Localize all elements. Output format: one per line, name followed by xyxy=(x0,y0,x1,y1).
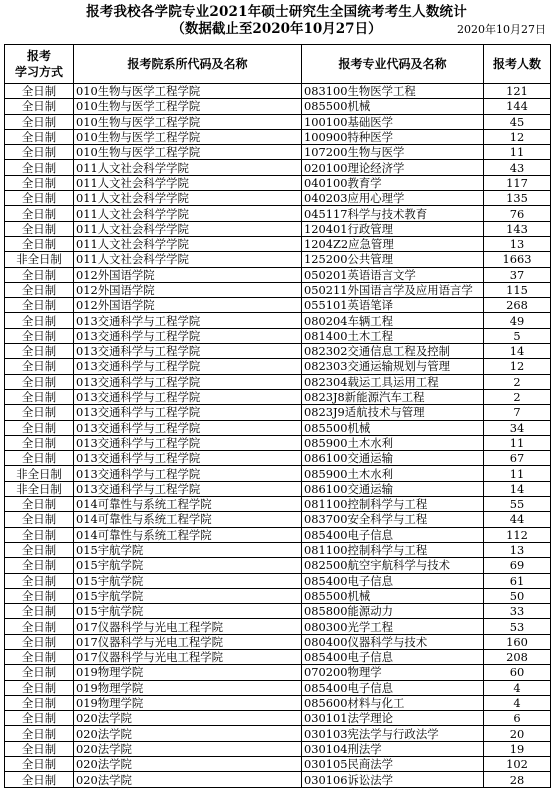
count-cell: 50 xyxy=(484,588,551,603)
table-row xyxy=(5,114,551,129)
college-cell: 017仪器科学与光电工程学院 xyxy=(74,634,302,649)
count-cell: 160 xyxy=(484,634,551,649)
college-cell: 010生物与医学工程学院 xyxy=(74,114,302,129)
table-row xyxy=(5,191,551,206)
table-row xyxy=(5,527,551,542)
college-cell: 014可靠性与系统工程学院 xyxy=(74,512,302,527)
table-row xyxy=(5,206,551,221)
major-cell: 040203应用心理学 xyxy=(302,191,484,206)
study-mode-cell: 全日制 xyxy=(5,267,74,282)
study-mode-cell: 全日制 xyxy=(5,604,74,619)
table-row xyxy=(5,695,551,710)
header-study-mode xyxy=(5,45,74,84)
count-cell: 13 xyxy=(484,542,551,557)
count-cell: 19 xyxy=(484,741,551,756)
study-mode-cell: 全日制 xyxy=(5,420,74,435)
table-row xyxy=(5,374,551,389)
table-row xyxy=(5,313,551,328)
major-cell: 085500机械 xyxy=(302,99,484,114)
college-cell: 011人文社会科学学院 xyxy=(74,252,302,267)
table-row xyxy=(5,726,551,741)
college-cell: 017仪器科学与光电工程学院 xyxy=(74,649,302,664)
major-cell: 085800能源动力 xyxy=(302,604,484,619)
table-row xyxy=(5,481,551,496)
college-cell: 013交通科学与工程学院 xyxy=(74,359,302,374)
major-cell: 030106诉讼法学 xyxy=(302,772,484,787)
study-mode-cell: 非全日制 xyxy=(5,481,74,496)
major-cell: 030101法学理论 xyxy=(302,711,484,726)
college-cell: 020法学院 xyxy=(74,757,302,772)
table-row xyxy=(5,84,551,99)
count-cell: 76 xyxy=(484,206,551,221)
table-row xyxy=(5,588,551,603)
study-mode-cell: 全日制 xyxy=(5,175,74,190)
college-cell: 012外国语学院 xyxy=(74,267,302,282)
table-row xyxy=(5,604,551,619)
college-cell: 013交通科学与工程学院 xyxy=(74,344,302,359)
major-cell: 085900土木水利 xyxy=(302,435,484,450)
table-row xyxy=(5,680,551,695)
college-cell: 015宇航学院 xyxy=(74,604,302,619)
major-cell: 030103宪法学与行政法学 xyxy=(302,726,484,741)
major-cell: 080204车辆工程 xyxy=(302,313,484,328)
study-mode-cell: 全日制 xyxy=(5,741,74,756)
count-cell: 115 xyxy=(484,282,551,297)
count-cell: 102 xyxy=(484,757,551,772)
count-cell: 43 xyxy=(484,160,551,175)
count-cell: 4 xyxy=(484,695,551,710)
major-cell: 081100控制科学与工程 xyxy=(302,497,484,512)
table-header-row xyxy=(5,45,551,84)
count-cell: 121 xyxy=(484,84,551,99)
count-cell: 44 xyxy=(484,512,551,527)
study-mode-cell: 全日制 xyxy=(5,573,74,588)
major-cell: 085400电子信息 xyxy=(302,527,484,542)
count-cell: 12 xyxy=(484,129,551,144)
count-cell: 135 xyxy=(484,191,551,206)
major-cell: 020100理论经济学 xyxy=(302,160,484,175)
count-cell: 20 xyxy=(484,726,551,741)
count-cell: 37 xyxy=(484,267,551,282)
study-mode-cell: 全日制 xyxy=(5,145,74,160)
study-mode-cell: 全日制 xyxy=(5,191,74,206)
study-mode-cell: 全日制 xyxy=(5,313,74,328)
table-row xyxy=(5,99,551,114)
study-mode-cell: 全日制 xyxy=(5,84,74,99)
college-cell: 014可靠性与系统工程学院 xyxy=(74,497,302,512)
college-cell: 010生物与医学工程学院 xyxy=(74,129,302,144)
table-row xyxy=(5,741,551,756)
count-cell: 2 xyxy=(484,374,551,389)
study-mode-cell: 全日制 xyxy=(5,374,74,389)
study-mode-cell: 全日制 xyxy=(5,114,74,129)
college-cell: 014可靠性与系统工程学院 xyxy=(74,527,302,542)
major-cell: 082500航空宇航科学与技术 xyxy=(302,558,484,573)
college-cell: 011人文社会科学学院 xyxy=(74,175,302,190)
major-cell: 085400电子信息 xyxy=(302,680,484,695)
table-row xyxy=(5,405,551,420)
college-cell: 020法学院 xyxy=(74,711,302,726)
table-row xyxy=(5,649,551,664)
study-mode-cell: 全日制 xyxy=(5,206,74,221)
table-row xyxy=(5,573,551,588)
major-cell: 120401行政管理 xyxy=(302,221,484,236)
major-cell: 082304载运工具运用工程 xyxy=(302,374,484,389)
count-cell: 11 xyxy=(484,466,551,481)
study-mode-cell: 全日制 xyxy=(5,542,74,557)
study-mode-cell: 全日制 xyxy=(5,527,74,542)
major-cell: 080300光学工程 xyxy=(302,619,484,634)
major-cell: 085400电子信息 xyxy=(302,649,484,664)
table-row xyxy=(5,466,551,481)
major-cell: 083100生物医学工程 xyxy=(302,84,484,99)
study-mode-cell: 全日制 xyxy=(5,298,74,313)
major-cell: 040100教育学 xyxy=(302,175,484,190)
study-mode-cell: 全日制 xyxy=(5,129,74,144)
college-cell: 020法学院 xyxy=(74,726,302,741)
table-row xyxy=(5,512,551,527)
major-cell: 080400仪器科学与技术 xyxy=(302,634,484,649)
count-cell: 143 xyxy=(484,221,551,236)
table-row xyxy=(5,711,551,726)
study-mode-cell: 全日制 xyxy=(5,451,74,466)
major-cell: 086100交通运输 xyxy=(302,451,484,466)
college-cell: 010生物与医学工程学院 xyxy=(74,84,302,99)
study-mode-cell: 全日制 xyxy=(5,726,74,741)
count-cell: 55 xyxy=(484,497,551,512)
count-cell: 33 xyxy=(484,604,551,619)
table-row xyxy=(5,282,551,297)
table-row xyxy=(5,221,551,236)
study-mode-cell: 全日制 xyxy=(5,512,74,527)
table-row xyxy=(5,298,551,313)
table-row xyxy=(5,236,551,251)
count-cell: 7 xyxy=(484,405,551,420)
major-cell: 085900土木水利 xyxy=(302,466,484,481)
major-cell: 1204Z2应急管理 xyxy=(302,236,484,251)
table-row xyxy=(5,435,551,450)
college-cell: 015宇航学院 xyxy=(74,542,302,557)
college-cell: 011人文社会科学学院 xyxy=(74,160,302,175)
major-cell: 085600材料与化工 xyxy=(302,695,484,710)
count-cell: 69 xyxy=(484,558,551,573)
count-cell: 49 xyxy=(484,313,551,328)
header-study-mode-line2: 学习方式 xyxy=(14,65,63,79)
major-cell: 050211外国语言学及应用语言学 xyxy=(302,282,484,297)
college-cell: 013交通科学与工程学院 xyxy=(74,435,302,450)
major-cell: 082302交通信息工程及控制 xyxy=(302,344,484,359)
count-cell: 34 xyxy=(484,420,551,435)
college-cell: 010生物与医学工程学院 xyxy=(74,99,302,114)
count-cell: 1663 xyxy=(484,252,551,267)
count-cell: 208 xyxy=(484,649,551,664)
study-mode-cell: 全日制 xyxy=(5,282,74,297)
college-cell: 015宇航学院 xyxy=(74,558,302,573)
study-mode-cell: 全日制 xyxy=(5,558,74,573)
study-mode-cell: 全日制 xyxy=(5,757,74,772)
college-cell: 011人文社会科学学院 xyxy=(74,236,302,251)
header-study-mode-line1: 报考 xyxy=(26,49,51,63)
college-cell: 011人文社会科学学院 xyxy=(74,206,302,221)
study-mode-cell: 全日制 xyxy=(5,160,74,175)
study-mode-cell: 全日制 xyxy=(5,649,74,664)
college-cell: 020法学院 xyxy=(74,741,302,756)
study-mode-cell: 全日制 xyxy=(5,772,74,787)
table-row xyxy=(5,634,551,649)
major-cell: 081100控制科学与工程 xyxy=(302,542,484,557)
college-cell: 020法学院 xyxy=(74,772,302,787)
major-cell: 100900特种医学 xyxy=(302,129,484,144)
study-mode-cell: 全日制 xyxy=(5,680,74,695)
table-row xyxy=(5,757,551,772)
table-body xyxy=(5,84,551,788)
study-mode-cell: 全日制 xyxy=(5,665,74,680)
table-row xyxy=(5,389,551,404)
college-cell: 012外国语学院 xyxy=(74,298,302,313)
college-cell: 017仪器科学与光电工程学院 xyxy=(74,619,302,634)
table-row xyxy=(5,665,551,680)
college-cell: 013交通科学与工程学院 xyxy=(74,466,302,481)
major-cell: 085400电子信息 xyxy=(302,573,484,588)
college-cell: 011人文社会科学学院 xyxy=(74,221,302,236)
page-title: 报考我校各学院专业2021年硕士研究生全国统考考生人数统计 xyxy=(86,4,467,20)
college-cell: 015宇航学院 xyxy=(74,588,302,603)
count-cell: 5 xyxy=(484,328,551,343)
college-cell: 015宇航学院 xyxy=(74,573,302,588)
table-row xyxy=(5,252,551,267)
table-row xyxy=(5,129,551,144)
college-cell: 013交通科学与工程学院 xyxy=(74,374,302,389)
count-cell: 4 xyxy=(484,680,551,695)
count-cell: 61 xyxy=(484,573,551,588)
study-mode-cell: 全日制 xyxy=(5,221,74,236)
count-cell: 144 xyxy=(484,99,551,114)
college-cell: 013交通科学与工程学院 xyxy=(74,405,302,420)
count-cell: 117 xyxy=(484,175,551,190)
table-row xyxy=(5,145,551,160)
major-cell: 030104刑法学 xyxy=(302,741,484,756)
study-mode-cell: 非全日制 xyxy=(5,252,74,267)
major-cell: 086100交通运输 xyxy=(302,481,484,496)
study-mode-cell: 全日制 xyxy=(5,634,74,649)
major-cell: 055101英语笔译 xyxy=(302,298,484,313)
table-row xyxy=(5,175,551,190)
college-cell: 013交通科学与工程学院 xyxy=(74,481,302,496)
major-cell: 082303交通运输规划与管理 xyxy=(302,359,484,374)
report-date: 2020年10月27日 xyxy=(457,23,546,36)
major-cell: 0823J9适航技术与管理 xyxy=(302,405,484,420)
college-cell: 010生物与医学工程学院 xyxy=(74,145,302,160)
header-count: 报考人数 xyxy=(484,45,551,84)
applicant-count-table xyxy=(4,44,551,788)
study-mode-cell: 全日制 xyxy=(5,711,74,726)
study-mode-cell: 全日制 xyxy=(5,619,74,634)
table-row xyxy=(5,497,551,512)
count-cell: 268 xyxy=(484,298,551,313)
major-cell: 070200物理学 xyxy=(302,665,484,680)
study-mode-cell: 非全日制 xyxy=(5,466,74,481)
major-cell: 085500机械 xyxy=(302,420,484,435)
count-cell: 13 xyxy=(484,236,551,251)
major-cell: 125200公共管理 xyxy=(302,252,484,267)
major-cell: 100100基础医学 xyxy=(302,114,484,129)
table-row xyxy=(5,344,551,359)
study-mode-cell: 全日制 xyxy=(5,389,74,404)
count-cell: 45 xyxy=(484,114,551,129)
study-mode-cell: 全日制 xyxy=(5,359,74,374)
table-row xyxy=(5,558,551,573)
count-cell: 14 xyxy=(484,481,551,496)
major-cell: 081400土木工程 xyxy=(302,328,484,343)
major-cell: 030105民商法学 xyxy=(302,757,484,772)
college-cell: 013交通科学与工程学院 xyxy=(74,328,302,343)
major-cell: 045117科学与技术教育 xyxy=(302,206,484,221)
table-row xyxy=(5,267,551,282)
study-mode-cell: 全日制 xyxy=(5,99,74,114)
study-mode-cell: 全日制 xyxy=(5,236,74,251)
college-cell: 019物理学院 xyxy=(74,665,302,680)
table-row xyxy=(5,420,551,435)
study-mode-cell: 全日制 xyxy=(5,588,74,603)
table-row xyxy=(5,160,551,175)
college-cell: 013交通科学与工程学院 xyxy=(74,451,302,466)
count-cell: 11 xyxy=(484,435,551,450)
page-subtitle: （数据截止至2020年10月27日） xyxy=(171,21,382,37)
college-cell: 019物理学院 xyxy=(74,680,302,695)
header-college: 报考院系所代码及名称 xyxy=(74,45,302,84)
count-cell: 12 xyxy=(484,359,551,374)
college-cell: 011人文社会科学学院 xyxy=(74,191,302,206)
count-cell: 14 xyxy=(484,344,551,359)
study-mode-cell: 全日制 xyxy=(5,405,74,420)
table-row xyxy=(5,772,551,787)
count-cell: 112 xyxy=(484,527,551,542)
study-mode-cell: 全日制 xyxy=(5,328,74,343)
study-mode-cell: 全日制 xyxy=(5,435,74,450)
major-cell: 050201英语语言文学 xyxy=(302,267,484,282)
table-row xyxy=(5,619,551,634)
count-cell: 2 xyxy=(484,389,551,404)
header-major: 报考专业代码及名称 xyxy=(302,45,484,84)
college-cell: 013交通科学与工程学院 xyxy=(74,313,302,328)
count-cell: 60 xyxy=(484,665,551,680)
table-row xyxy=(5,359,551,374)
major-cell: 085500机械 xyxy=(302,588,484,603)
major-cell: 0823J8新能源汽车工程 xyxy=(302,389,484,404)
count-cell: 11 xyxy=(484,145,551,160)
major-cell: 083700安全科学与工程 xyxy=(302,512,484,527)
count-cell: 53 xyxy=(484,619,551,634)
college-cell: 013交通科学与工程学院 xyxy=(74,389,302,404)
table-row xyxy=(5,328,551,343)
count-cell: 67 xyxy=(484,451,551,466)
study-mode-cell: 全日制 xyxy=(5,497,74,512)
college-cell: 013交通科学与工程学院 xyxy=(74,420,302,435)
study-mode-cell: 全日制 xyxy=(5,695,74,710)
count-cell: 28 xyxy=(484,772,551,787)
college-cell: 012外国语学院 xyxy=(74,282,302,297)
count-cell: 6 xyxy=(484,711,551,726)
study-mode-cell: 全日制 xyxy=(5,344,74,359)
major-cell: 107200生物与医学 xyxy=(302,145,484,160)
table-row xyxy=(5,542,551,557)
college-cell: 019物理学院 xyxy=(74,695,302,710)
table-row xyxy=(5,451,551,466)
